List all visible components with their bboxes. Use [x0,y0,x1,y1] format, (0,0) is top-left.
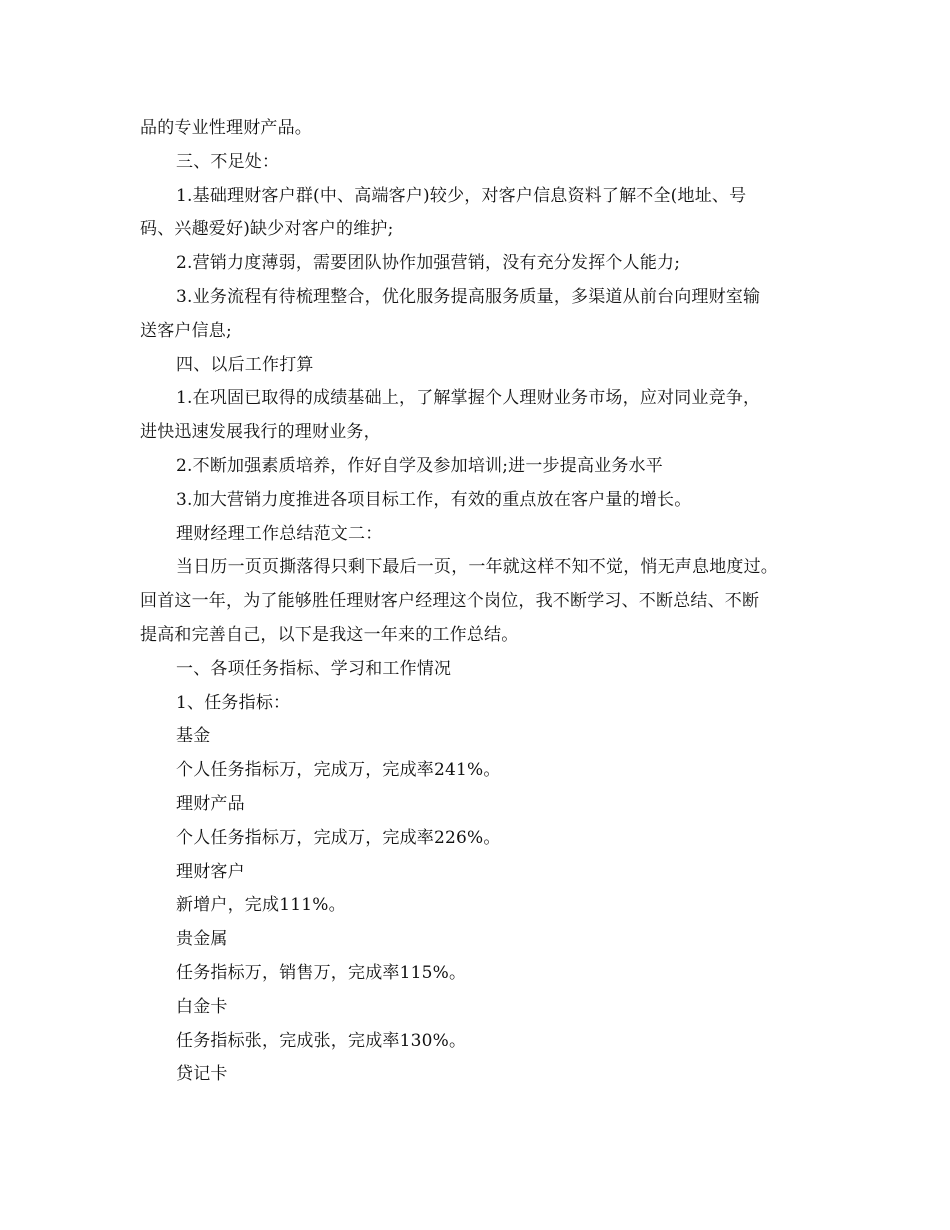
text-line: 个人任务指标万，完成万，完成率241%。 [176,760,501,781]
text-line: 任务指标万，销售万，完成率115%。 [176,962,467,983]
text-line: 码、兴趣爱好)缺少对客户的维护; [140,219,394,240]
text-line: 理财经理工作总结范文二： [176,523,383,544]
text-line: 任务指标张，完成张，完成率130%。 [176,1030,467,1051]
text-line: 品的专业性理财产品。 [140,118,312,138]
text-line: 贷记卡 [176,1064,228,1085]
text-line: 个人任务指标万，完成万，完成率226%。 [176,827,501,848]
text-line: 一、各项任务指标、学习和工作情况 [176,658,452,679]
text-line: 送客户信息; [140,320,232,341]
text-line: 三、不足处： [176,151,280,172]
text-line: 当日历一页页撕落得只剩下最后一页，一年就这样不知不觉，悄无声息地度过。 [176,557,778,578]
text-line: 理财产品 [176,793,245,814]
text-line: 基金 [176,726,211,747]
text-line: 新增户，完成111%。 [176,895,346,916]
text-line: 白金卡 [176,996,228,1017]
text-line: 贵金属 [176,929,228,950]
document-body [140,112,820,1092]
text-line: 2.不断加强素质培养，作好自学及参加培训;进一步提高业务水平 [176,455,663,476]
text-line: 回首这一年，为了能够胜任理财客户经理这个岗位，我不断学习、不断总结、不断 [140,591,760,612]
text-line: 四、以后工作打算 [176,354,314,375]
text-line: 进快迅速发展我行的理财业务， [140,422,381,443]
text-line: 提高和完善自己，以下是我这一年来的工作总结。 [140,624,519,645]
text-line: 3.加大营销力度推进各项目标工作，有效的重点放在客户量的增长。 [176,489,692,510]
text-line: 2.营销力度薄弱，需要团队协作加强营销，没有充分发挥个人能力; [176,253,681,274]
text-line: 1、任务指标： [176,692,291,713]
text-line: 3.业务流程有待梳理整合，优化服务提高服务质量，多渠道从前台向理财室输 [176,286,761,307]
text-line: 理财客户 [176,861,245,882]
text-line: 1.基础理财客户群(中、高端客户)较少，对客户信息资料了解不全(地址、号 [176,185,747,206]
text-line: 1.在巩固已取得的成绩基础上，了解掌握个人理财业务市场，应对同业竞争， [176,388,761,409]
